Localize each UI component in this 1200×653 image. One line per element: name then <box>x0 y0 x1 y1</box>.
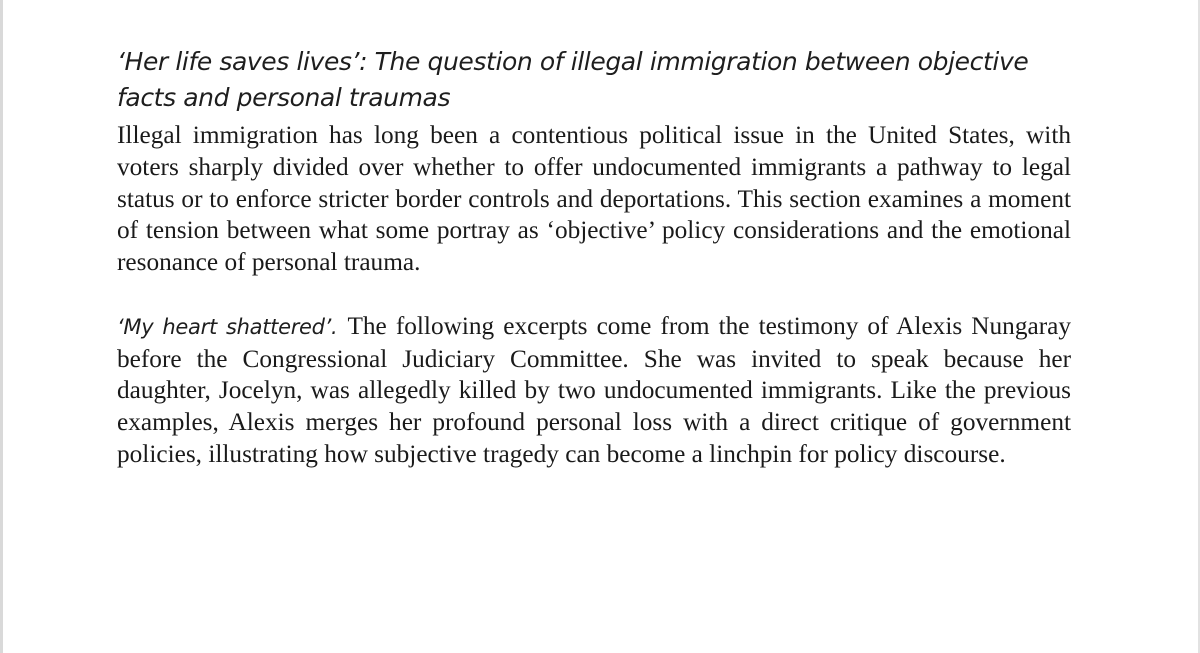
intro-paragraph: Illegal immigration has long been a contentious political issue in the United States, with voters sharply divided over whether to offer undocumented immigrants a pathway to legal status or to enforce stricter border controls and deportations. This section examines a moment of tension between what some portray as ‘objective’ policy considerations and the emotional resonance of personal trauma. <box>117 121 1071 277</box>
section-content <box>117 44 1071 471</box>
section-heading: ‘Her life saves lives’: The question of illegal immigration between objective facts and personal traumas <box>117 47 1029 112</box>
page-left-edge <box>0 0 3 653</box>
run-in-heading: ‘My heart shattered’. <box>117 314 338 339</box>
testimony-paragraph-text: The following excerpts come from the testimony of Alexis Nungaray before the Congressional Judiciary Committee. She was invited to speak because her daughter, Jocelyn, was allegedly killed by two undocumented immigrants. Like the previous examples, Alexis merges her profound personal loss with a direct critique of government policies, illustrating how subjective tragedy can become a linchpin for policy discourse. <box>117 311 1071 468</box>
testimony-paragraph <box>117 311 1071 471</box>
